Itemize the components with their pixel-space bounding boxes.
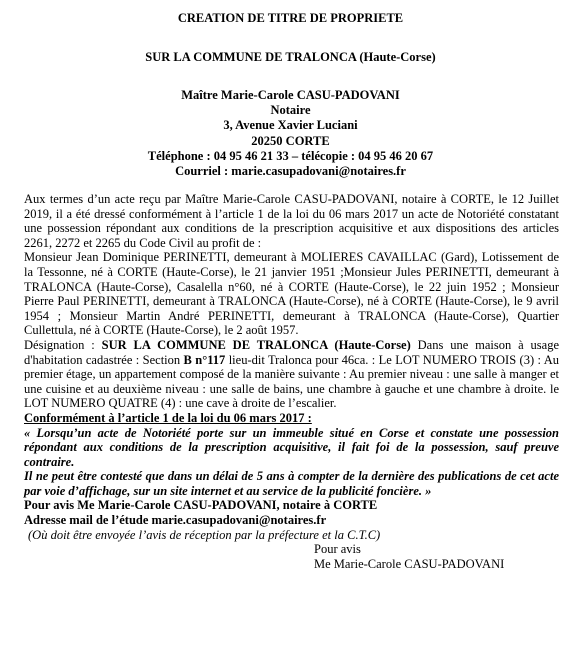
email-line: Courriel : marie.casupadovani@notaires.fr	[175, 164, 406, 179]
signature-line-1: Pour avis	[314, 542, 361, 557]
title-line-2: SUR LA COMMUNE DE TRALONCA (Haute-Corse)	[145, 50, 436, 64]
intro-paragraph: Aux termes d’un acte reçu par Maître Marie-Carole CASU-PADOVANI, notaire à CORTE, le 12 Juillet 2019, il a été dressé conformément à l’article 1 de la loi du 06 mars 2017 un acte de Notoriété constatant une possession répondant aux conditions de la prescription acquisitive et aux dispositions des articles 2261, 2272 et 2265 du Code Civil au profit de :	[24, 192, 559, 250]
mail-line: Adresse mail de l’étude marie.casupadovani@notaires.fr	[24, 513, 327, 528]
notary-name: Maître Marie-Carole CASU-PADOVANI	[181, 88, 400, 102]
beneficiaries-paragraph: Monsieur Jean Dominique PERINETTI, demeurant à MOLIERES CAVAILLAC (Gard), Lotissement de la Tessonne, né à CORTE (Haute-Corse), le 21 janvier 1951 ;Monsieur Jules PERINETTI, demeurant à TRALONCA (Haute-Corse), Casalella n°60, né à CORTE (Haute-Corse), le 22 juin 1952 ; Monsieur Pierre Paul PERINETTI, demeurant à TRALONCA (Haute-Corse), né à CORTE (Haute-Corse), le 9 avril 1954 ; Monsieur Martin André PERINETTI, demeurant à TRALONCA (Haute-Corse), Quartier Cullettula, né à CORTE (Haute-Corse), le 2 août 1957.	[24, 250, 559, 338]
phone-line: Téléphone : 04 95 46 21 33 – télécopie : 04 95 46 20 67	[147, 148, 434, 163]
reception-note: (Où doit être envoyée l’avis de réception par la préfecture et la C.T.C)	[28, 527, 381, 542]
designation-label: Désignation :	[24, 337, 102, 352]
law-quote-1: « Lorsqu’un acte de Notoriété porte sur un immeuble situé en Corse et constate une possession répondant aux conditions de la prescription acquisitive, il fait foi de la possession, sauf preuve contraire.	[24, 425, 559, 469]
notice-body	[24, 192, 559, 571]
designation-text-1: Dans une maison à usage d'habitation cadastrée : Section	[24, 337, 560, 367]
title-line-1: CREATION DE TITRE DE PROPRIETE	[177, 11, 404, 25]
signature-line-2: Me Marie-Carole CASU-PADOVANI	[314, 556, 505, 571]
law-quote-2: Il ne peut être contesté que dans un délai de 5 ans à compter de la dernière des publications de cet acte par voie d’affichage, sur un site internet et au service de la publicité foncière. »	[24, 469, 559, 498]
address-street: 3, Avenue Xavier Luciani	[223, 118, 358, 133]
notary-role: Notaire	[270, 103, 311, 118]
notary-contact-block	[0, 88, 581, 179]
designation-commune: SUR LA COMMUNE DE TRALONCA (Haute-Corse)	[101, 337, 411, 352]
law-heading: Conformément à l’article 1 de la loi du 06 mars 2017 :	[24, 410, 312, 425]
address-city: 20250 CORTE	[251, 133, 330, 148]
designation-text-2: lieu-dit Tralonca pour 46ca. : Le LOT NUMERO TROIS (3) : Au premier étage, un appartement composé de la manière suivante : Au premier niveau : une salle à manger et une cuisine et au deuxième niveau : une salle de bains, une chambre à gauche et une chambre à droite. le LOT NUMERO QUATRE (4) : une cave à droite de l’escalier.	[24, 352, 559, 411]
designation-paragraph	[24, 338, 559, 411]
pour-avis-line: Pour avis Me Marie-Carole CASU-PADOVANI, notaire à CORTE	[24, 498, 378, 513]
designation-section: B n°117	[183, 352, 226, 367]
